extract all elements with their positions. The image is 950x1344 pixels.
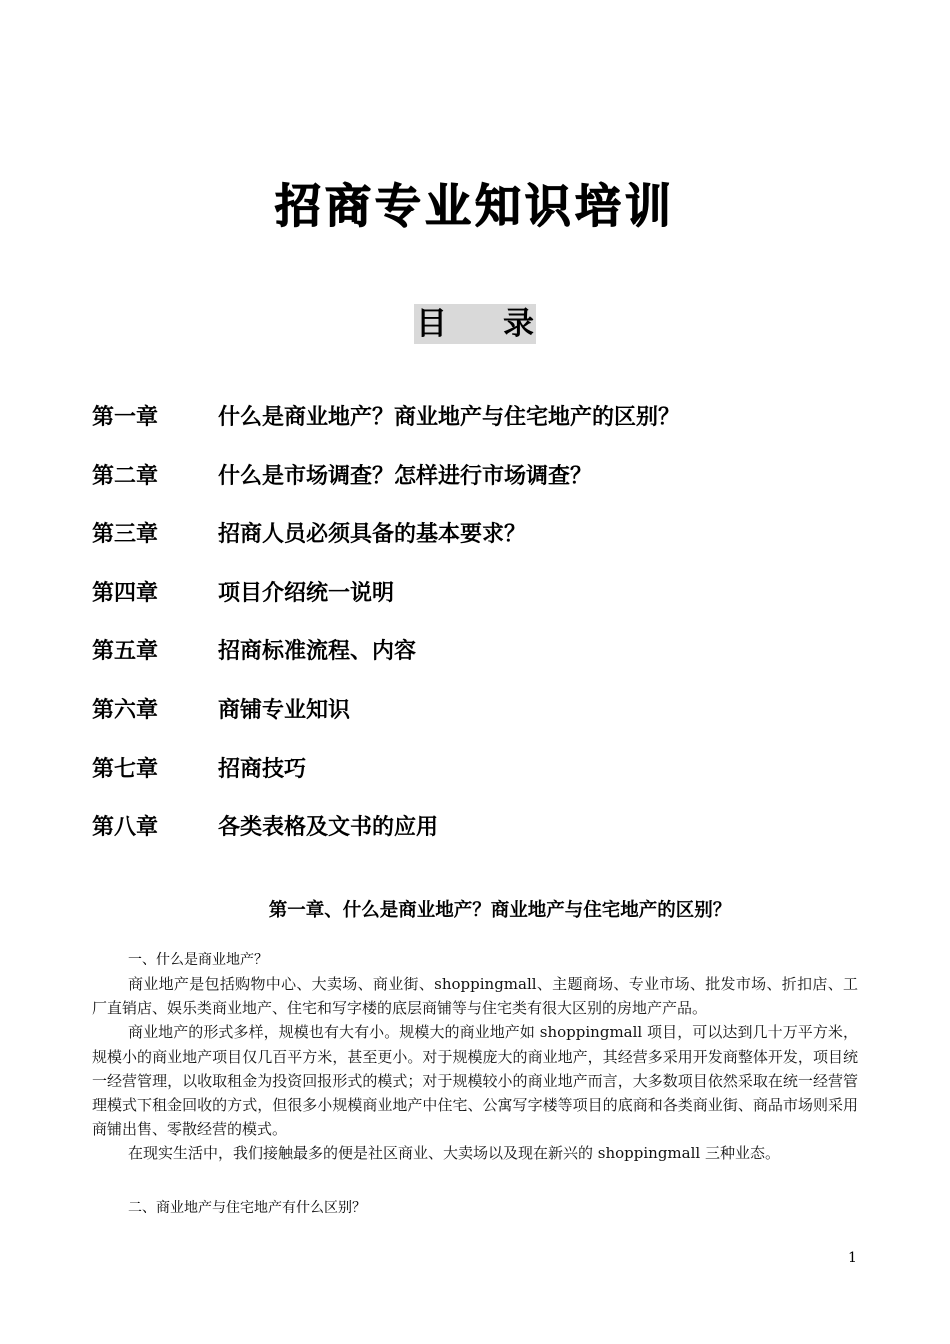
toc-entry[interactable] <box>92 691 892 750</box>
body-paragraph: 在现实生活中，我们接触最多的便是社区商业、大卖场以及现在新兴的 shoppingmall 三种业态。 <box>128 1144 780 1163</box>
toc-chapter-number: 第八章 <box>92 815 159 841</box>
table-of-contents <box>92 398 892 867</box>
page-number: 1 <box>848 1250 857 1266</box>
toc-chapter-title: 各类表格及文书的应用 <box>218 815 439 841</box>
toc-chapter-title: 招商技巧 <box>218 756 307 782</box>
toc-heading <box>414 304 536 344</box>
toc-entry[interactable] <box>92 632 892 691</box>
toc-heading-char-2: 录 <box>503 306 534 342</box>
toc-chapter-number: 第五章 <box>92 639 159 665</box>
toc-entry[interactable] <box>92 574 892 633</box>
toc-chapter-title: 项目介绍统一说明 <box>218 580 395 606</box>
section-heading: 一、什么是商业地产？ <box>128 952 268 968</box>
chapter-body <box>92 972 858 1166</box>
toc-chapter-title: 什么是商业地产？商业地产与住宅地产的区别？ <box>218 405 681 430</box>
chapter-heading: 第一章、什么是商业地产？商业地产与住宅地产的区别？ <box>268 900 732 921</box>
toc-entry[interactable] <box>92 515 892 574</box>
document-title: 招商专业知识培训 <box>275 179 675 233</box>
toc-chapter-title: 商铺专业知识 <box>218 697 351 723</box>
toc-entry[interactable] <box>92 750 892 809</box>
toc-heading-char-1: 目 <box>416 306 447 342</box>
toc-chapter-number: 第三章 <box>92 522 159 548</box>
toc-chapter-number: 第四章 <box>92 580 159 606</box>
body-paragraph: 商业地产的形式多样，规模也有大有小。规模大的商业地产如 shoppingmall 项目，可以达到几十万平方米，规模小的商业地产项目仅几百平方米，甚至更小。对于规模庞大的商业地产，其经营多采用开发商整体开发，项目统一经营管理，以收取租金为投资回报形式的模式；对于规模较小的商业地产而言，大多数项目依然采取在统一经营管理模式下租金回收的方式，但很多小规模商业地产中住宅、公寓写字楼等项目的底商和各类商业街、商品市场则采用商铺出售、零散经营的模式。 <box>92 1023 858 1139</box>
toc-chapter-title: 招商标准流程、内容 <box>218 639 417 665</box>
toc-chapter-number: 第一章 <box>92 405 159 430</box>
toc-entry[interactable] <box>92 398 892 457</box>
toc-chapter-number: 第七章 <box>92 756 159 782</box>
toc-chapter-title: 招商人员必须具备的基本要求？ <box>218 522 527 548</box>
toc-chapter-title: 什么是市场调查？怎样进行市场调查？ <box>218 463 593 489</box>
toc-entry[interactable] <box>92 457 892 516</box>
toc-chapter-number: 第二章 <box>92 463 159 489</box>
section-heading: 二、商业地产与住宅地产有什么区别？ <box>128 1200 366 1216</box>
body-paragraph: 商业地产是包括购物中心、大卖场、商业街、shoppingmall、主题商场、专业市场、批发市场、折扣店、工厂直销店、娱乐类商业地产、住宅和写字楼的底层商铺等与住宅类有很大区别的房地产产品。 <box>92 975 858 1018</box>
toc-chapter-number: 第六章 <box>92 697 159 723</box>
toc-entry[interactable] <box>92 808 892 867</box>
